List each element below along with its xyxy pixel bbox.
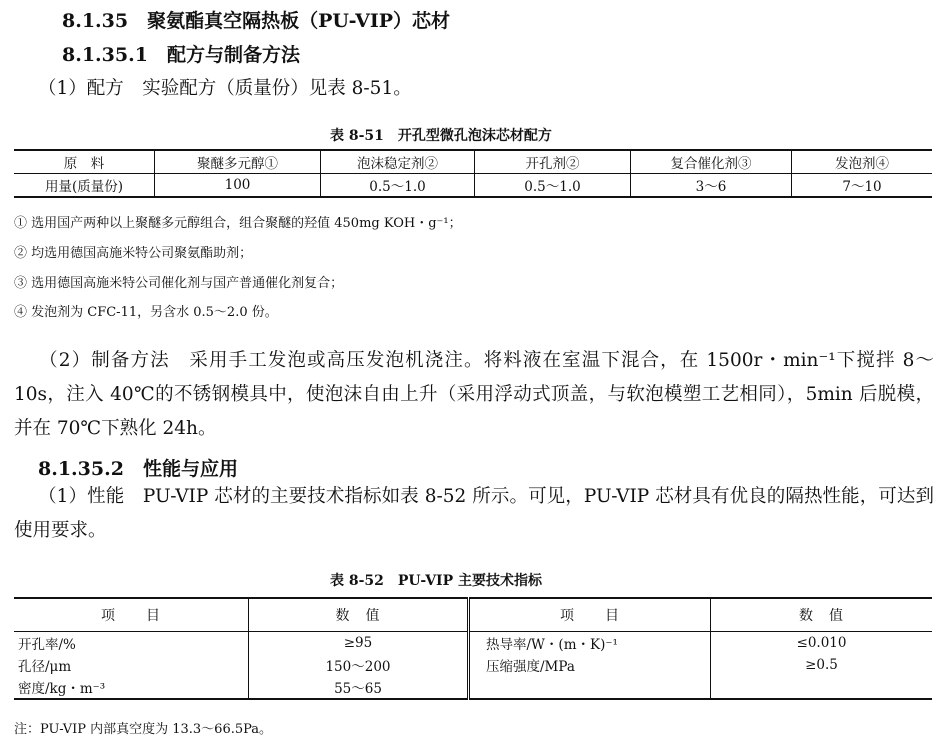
table-52-header-row: [14, 598, 932, 632]
table-52-row: [14, 676, 932, 699]
table-51-header-cell: 原 料: [14, 150, 155, 174]
performance-paragraph: [14, 480, 934, 548]
table-51: [14, 149, 932, 198]
table-52-header-cell: 数 值: [249, 598, 469, 632]
table-51-header-cell: 发泡剂④: [792, 150, 933, 174]
table-52-cell: ≥95: [249, 632, 469, 655]
table-52-note: 注：PU-VIP 内部真空度为 13.3～66.5Pa。: [14, 722, 273, 737]
subsection-heading: 8.1.35.1 配方与制备方法: [62, 44, 300, 66]
table-52-cell: ≤0.010: [711, 632, 933, 655]
table-52-cell: 55～65: [249, 676, 469, 699]
section-heading: 8.1.35 聚氨酯真空隔热板（PU-VIP）芯材: [62, 10, 451, 32]
table-52-caption: 表 8-52 PU-VIP 主要技术指标: [330, 573, 543, 589]
performance-paragraph-text: （1）性能 PU-VIP 芯材的主要技术指标如表 8-52 所示。可见，PU-VIP 芯材具有优良的隔热性能，可达到使用要求。: [14, 486, 934, 541]
prep-paragraph-text: （2）制备方法 采用手工发泡或高压发泡机浇注。将料液在室温下混合，在 1500r・min⁻¹下搅拌 8～10s，注入 40℃的不锈钢模具中，使泡沫自由上升（采用浮动式顶盖，与软泡模塑工艺相同），5min 后脱模，并在 70℃下熟化 24h。: [14, 350, 934, 439]
table-52-cell: 压缩强度/MPa: [469, 654, 711, 676]
table-52-row: [14, 654, 932, 676]
table-52-cell: [469, 676, 711, 699]
table-52-cell: 孔径/μm: [18, 659, 72, 675]
table-52: [14, 597, 932, 700]
table-52-header-cell: 项 目: [14, 598, 249, 632]
table-51-footnote: ② 均选用德国高施米特公司聚氨酯助剂；: [14, 246, 253, 261]
table-51-footnote: ④ 发泡剂为 CFC-11，另含水 0.5～2.0 份。: [14, 305, 278, 320]
table-51-data-row: [14, 174, 932, 198]
table-51-cell: 用量(质量份): [44, 179, 124, 195]
table-52-cell: 热导率/W・(m・K)⁻¹: [469, 632, 711, 655]
subsection-heading: 8.1.35.2 性能与应用: [38, 458, 238, 480]
table-52-cell: 开孔率/%: [18, 637, 76, 653]
table-51-header-cell: 聚醚多元醇①: [155, 150, 321, 174]
table-52-cell: 密度/kg・m⁻³: [18, 681, 106, 697]
table-51-footnote: ① 选用国产两种以上聚醚多元醇组合，组合聚醚的羟值 450mg KOH・g⁻¹；: [14, 216, 462, 231]
table-52-cell: ≥0.5: [711, 654, 933, 676]
table-51-caption: 表 8-51 开孔型微孔泡沫芯材配方: [330, 128, 552, 144]
prep-paragraph: [14, 344, 934, 446]
table-51-cell: 100: [155, 174, 321, 198]
table-51-footnote: ③ 选用德国高施米特公司催化剂与国产普通催化剂复合；: [14, 276, 344, 291]
table-51-cell: 3～6: [631, 174, 792, 198]
table-51-header-cell: 泡沫稳定剂②: [321, 150, 475, 174]
table-51-cell: 0.5～1.0: [475, 174, 631, 198]
table-51-header-row: [14, 150, 932, 174]
table-52-header-cell: 数 值: [711, 598, 933, 632]
formula-paragraph: （1）配方 实验配方（质量份）见表 8-51。: [38, 78, 412, 99]
table-52-header-cell: 项 目: [469, 598, 711, 632]
table-52-cell: [711, 676, 933, 699]
table-52-row: [14, 632, 932, 655]
table-51-cell: 0.5～1.0: [321, 174, 475, 198]
table-51-cell: 7～10: [792, 174, 933, 198]
table-51-header-cell: 开孔剂②: [475, 150, 631, 174]
table-52-cell: 150～200: [249, 654, 469, 676]
table-51-header-cell: 复合催化剂③: [631, 150, 792, 174]
